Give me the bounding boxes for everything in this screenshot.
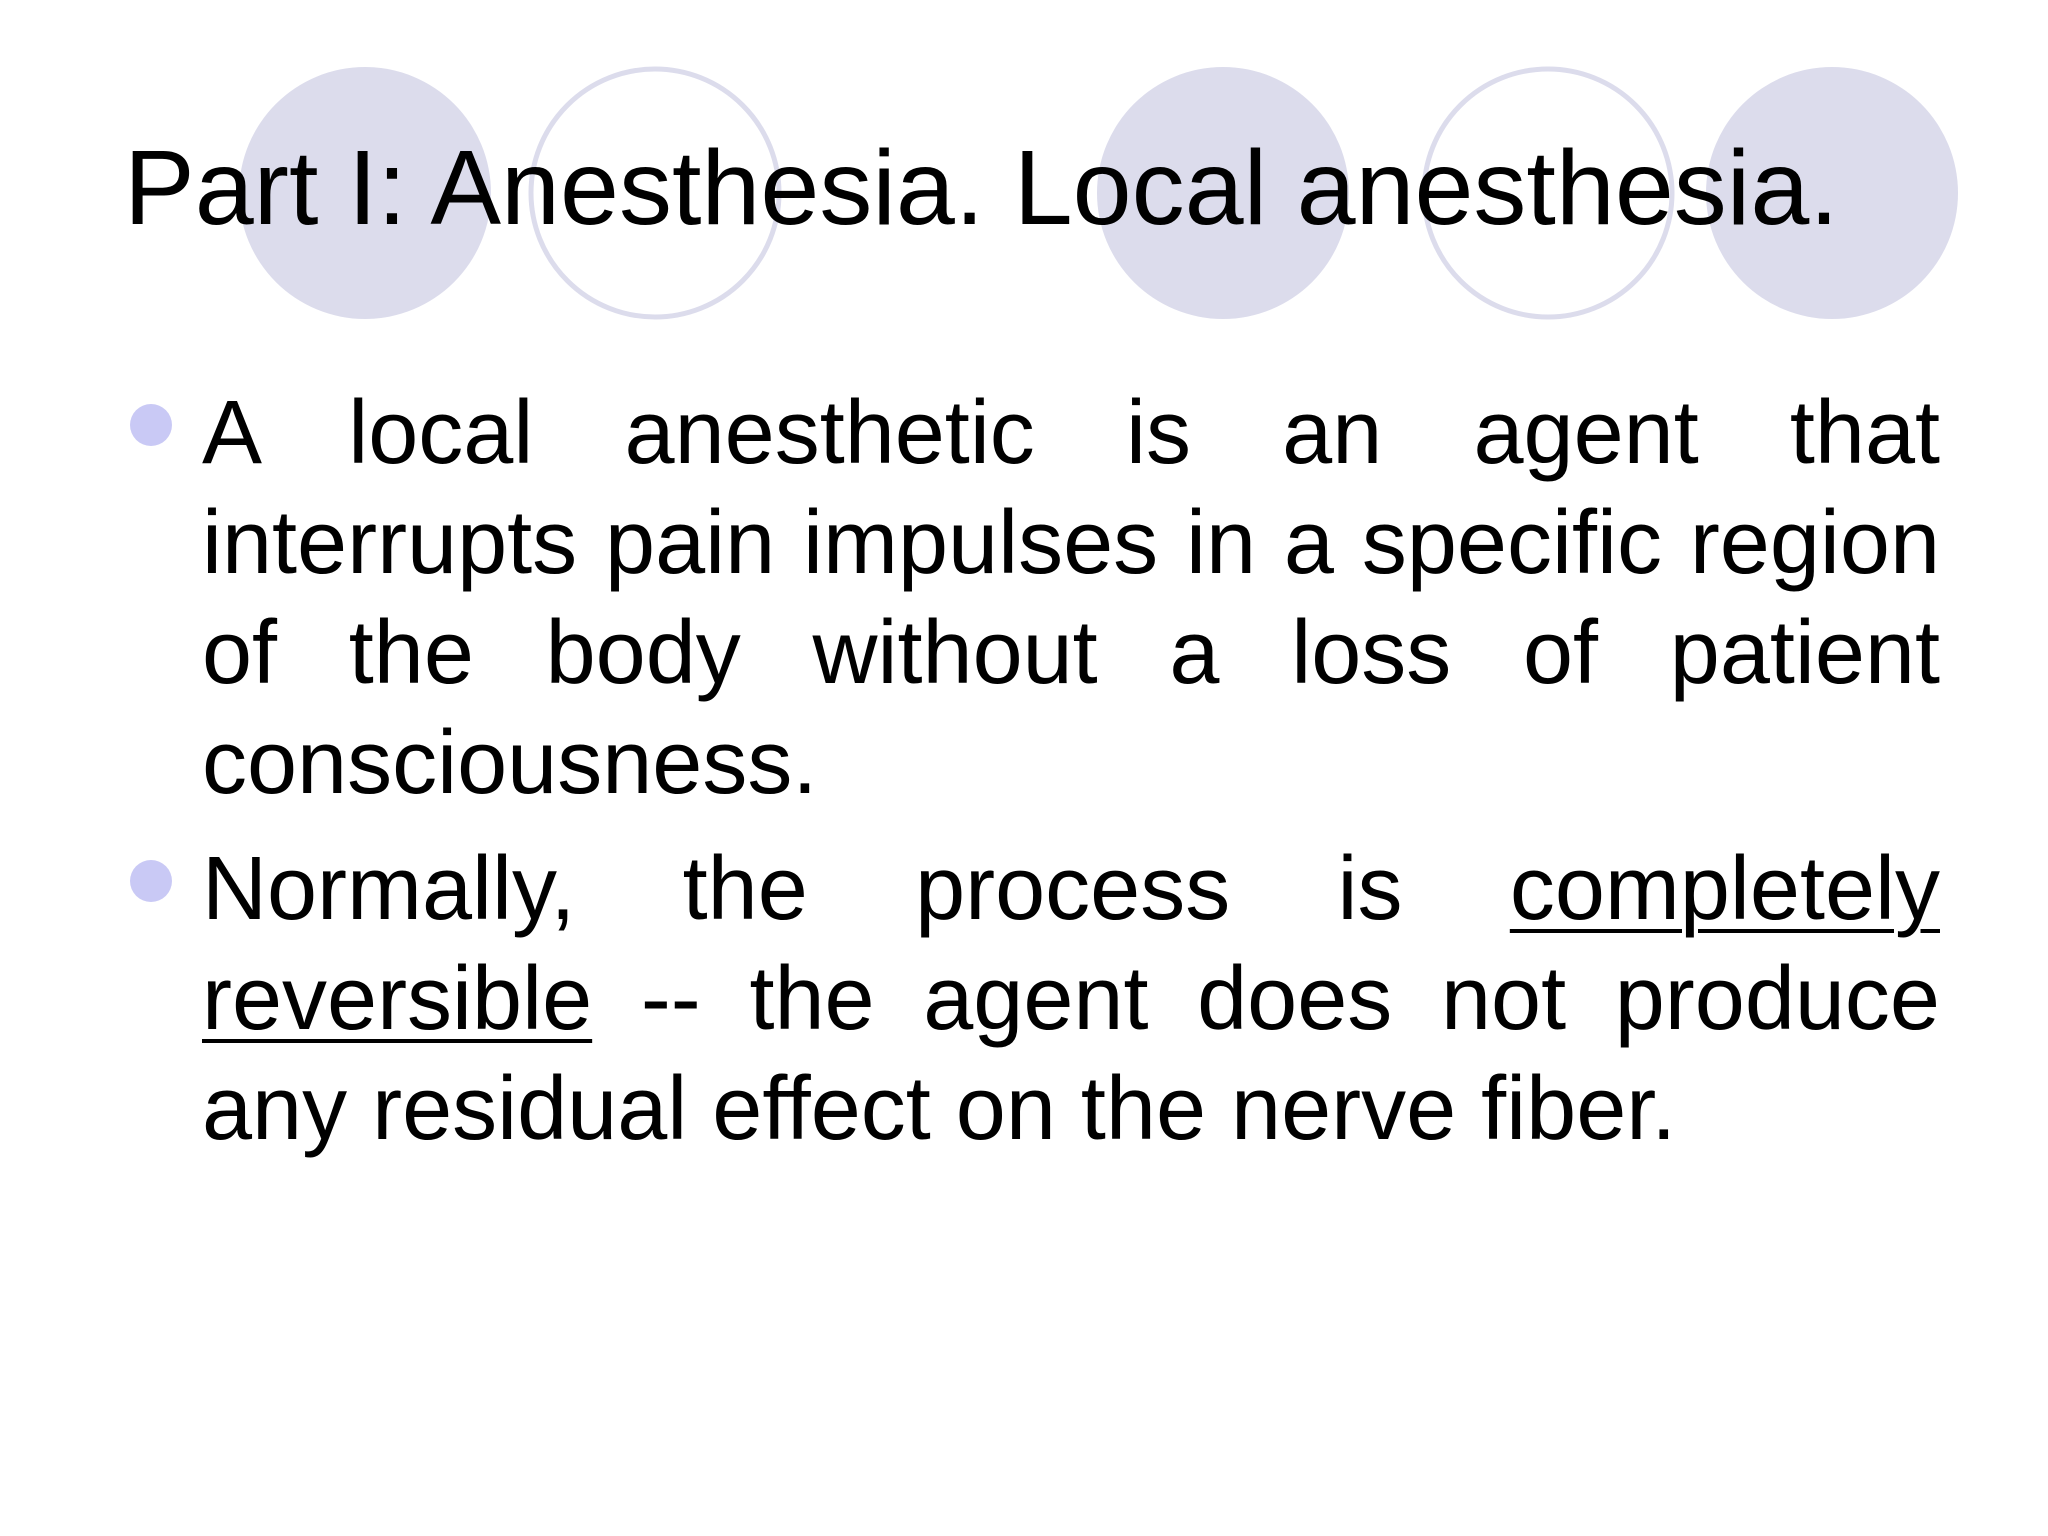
bullet-text: A local anesthetic is an agent that interrupts pain impulses in a specific region of the body without a loss of patient consciousness. <box>202 383 1940 813</box>
underlined-phrase: completely reversible <box>202 839 1940 1049</box>
bullet-text <box>202 834 1940 1164</box>
bullet-dot-icon <box>130 404 172 446</box>
bullet-item <box>130 378 1940 818</box>
bullet-item <box>130 834 1940 1164</box>
bullet-list <box>130 378 1940 1180</box>
bullet-dot-icon <box>130 860 172 902</box>
slide-title: Part I: Anesthesia. Local anesthesia. <box>124 129 1839 247</box>
bullet-text-after: -- the agent does not produce any residual effect on the nerve fiber. <box>202 949 1940 1159</box>
bullet-text-before: Normally, the process is <box>202 839 1510 939</box>
